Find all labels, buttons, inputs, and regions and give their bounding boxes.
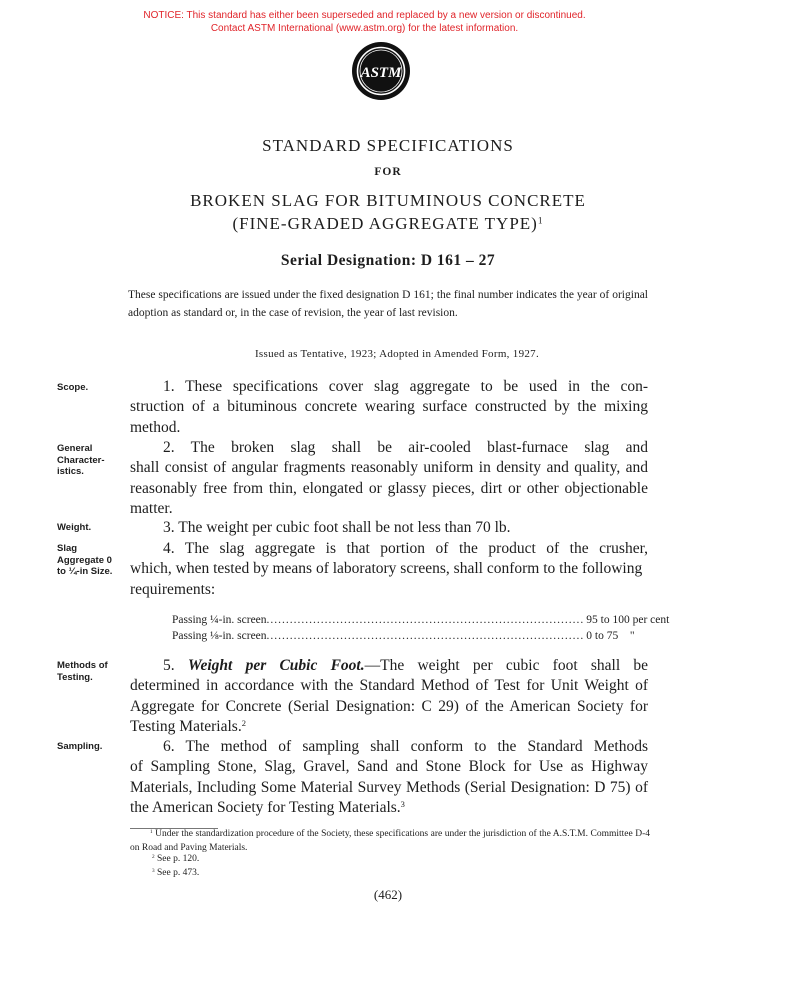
section-3-paragraph [130,518,648,538]
requirement-label: Passing ¼-in. screen [172,614,267,626]
section-5-first-line-text: —The weight per cubic foot shall be [364,657,649,674]
section-2-first-line: 2. The broken slag shall be air-cooled blast-furnace slag and [163,439,648,456]
section-1-first-line: 1. These specifications cover slag aggregate to be used in the con- [163,378,648,395]
footnote-3 [152,867,199,881]
document-title-for: FOR [374,166,402,178]
subject-line2-text: (FINE-GRADED AGGREGATE TYPE) [232,214,538,233]
leader-dots: .................................................................................. [266,630,585,642]
section-1-body: struction of a bituminous concrete wearing surface constructed by the mixing method. [130,398,648,436]
requirement-row [172,628,635,644]
astm-logo-text: ASTM [360,65,402,81]
margin-label-general-characteristics: General Character-istics. [57,443,105,477]
section-4-paragraph [130,539,648,600]
margin-label-sampling: Sampling. [57,741,103,752]
astm-logo-icon [351,41,411,101]
document-subject-line2 [0,214,776,234]
section-6-body-text: of Sampling Stone, Slag, Gravel, Sand and Stone Block for Use as Highway Materials, Including Some Material Survey Methods (Serial Designation: D 75) of the American Society for Testing Materials. [130,758,648,816]
margin-label-scope: Scope. [57,382,89,393]
notice-line-2: Contact ASTM International (www.astm.org) for the latest information. [210,23,519,34]
requirement-value: 95 to 100 per cent [586,614,670,626]
requirement-label: Passing ⅛-in. screen [172,630,267,642]
margin-label-weight: Weight. [57,522,92,533]
footnote-1-text: Under the standardization procedure of the Society, these specifications are under the jurisdiction of the A.S.T.M. Committee D-4 on Road and Paving Materials. [130,829,650,853]
section-3-text: 3. The weight per cubic foot shall be not less than 70 lb. [163,519,511,536]
footnote-1-ref: 1 [150,828,153,835]
section-5-note-ref: 2 [241,717,246,728]
section-5-paragraph [130,656,648,737]
section-5-body [130,676,648,737]
requirement-value [584,628,676,644]
section-2-paragraph [130,438,648,519]
footnote-1 [130,828,650,855]
section-1-paragraph [130,377,648,438]
issued-line: Issued as Tentative, 1923; Adopted in Amended Form, 1927. [254,348,540,360]
document-title: STANDARD SPECIFICATIONS [262,136,514,155]
leader-dots: .................................................................................. [266,614,585,626]
requirements-list [172,612,670,644]
footnote-2 [152,853,199,867]
ditto-mark: " [629,630,635,642]
section-5-body-text: determined in accordance with the Standard Method of Test for Unit Weight of Aggregate for Concrete (Serial Designation: C 29) of the American Society for Testing Materials. [130,677,648,735]
requirement-row [172,612,670,628]
requirement-value-text: 0 to 75 [586,630,619,642]
footnote-3-text: See p. 473. [156,868,200,878]
document-subject-line1: BROKEN SLAG FOR BITUMINOUS CONCRETE [190,191,586,210]
section-6-first-line: 6. The method of sampling shall conform to the Standard Methods [163,738,648,755]
intro-paragraph: These specifications are issued under the fixed designation D 161; the final number indicates the year of original adoption as standard or, in the case of revision, the year of last revision. [128,289,648,319]
page-number: (462) [373,887,403,902]
footnote-2-text: See p. 120. [156,854,200,864]
margin-label-slag-aggregate: Slag Aggregate 0 to ¼-in Size. [57,543,113,577]
section-5-number: 5. [163,657,175,674]
footnote-3-ref: 3 [152,867,155,874]
section-4-body: which, when tested by means of laboratory screens, shall conform to the following requirements: [130,560,643,598]
notice-line-1: NOTICE: This standard has either been superseded and replaced by a new version or discontinued. [143,10,586,21]
subject-note-ref: 1 [537,216,544,227]
margin-label-methods-of-testing: Methods of Testing. [57,660,108,683]
section-4-first-line: 4. The slag aggregate is that portion of the product of the crusher, [163,540,648,557]
section-6-note-ref: 3 [400,798,405,809]
section-2-body: shall consist of angular fragments reasonably uniform in density and quality, and reasonably free from thin, elongated or glassy pieces, dirt or other objectionable matter. [130,459,648,517]
footnote-2-ref: 2 [152,853,155,860]
section-5-heading: Weight per Cubic Foot. [187,657,365,674]
serial-designation: Serial Designation: D 161 – 27 [280,252,496,269]
section-5-first-line [130,656,648,676]
section-6-paragraph [130,737,648,818]
section-6-body [130,757,648,818]
